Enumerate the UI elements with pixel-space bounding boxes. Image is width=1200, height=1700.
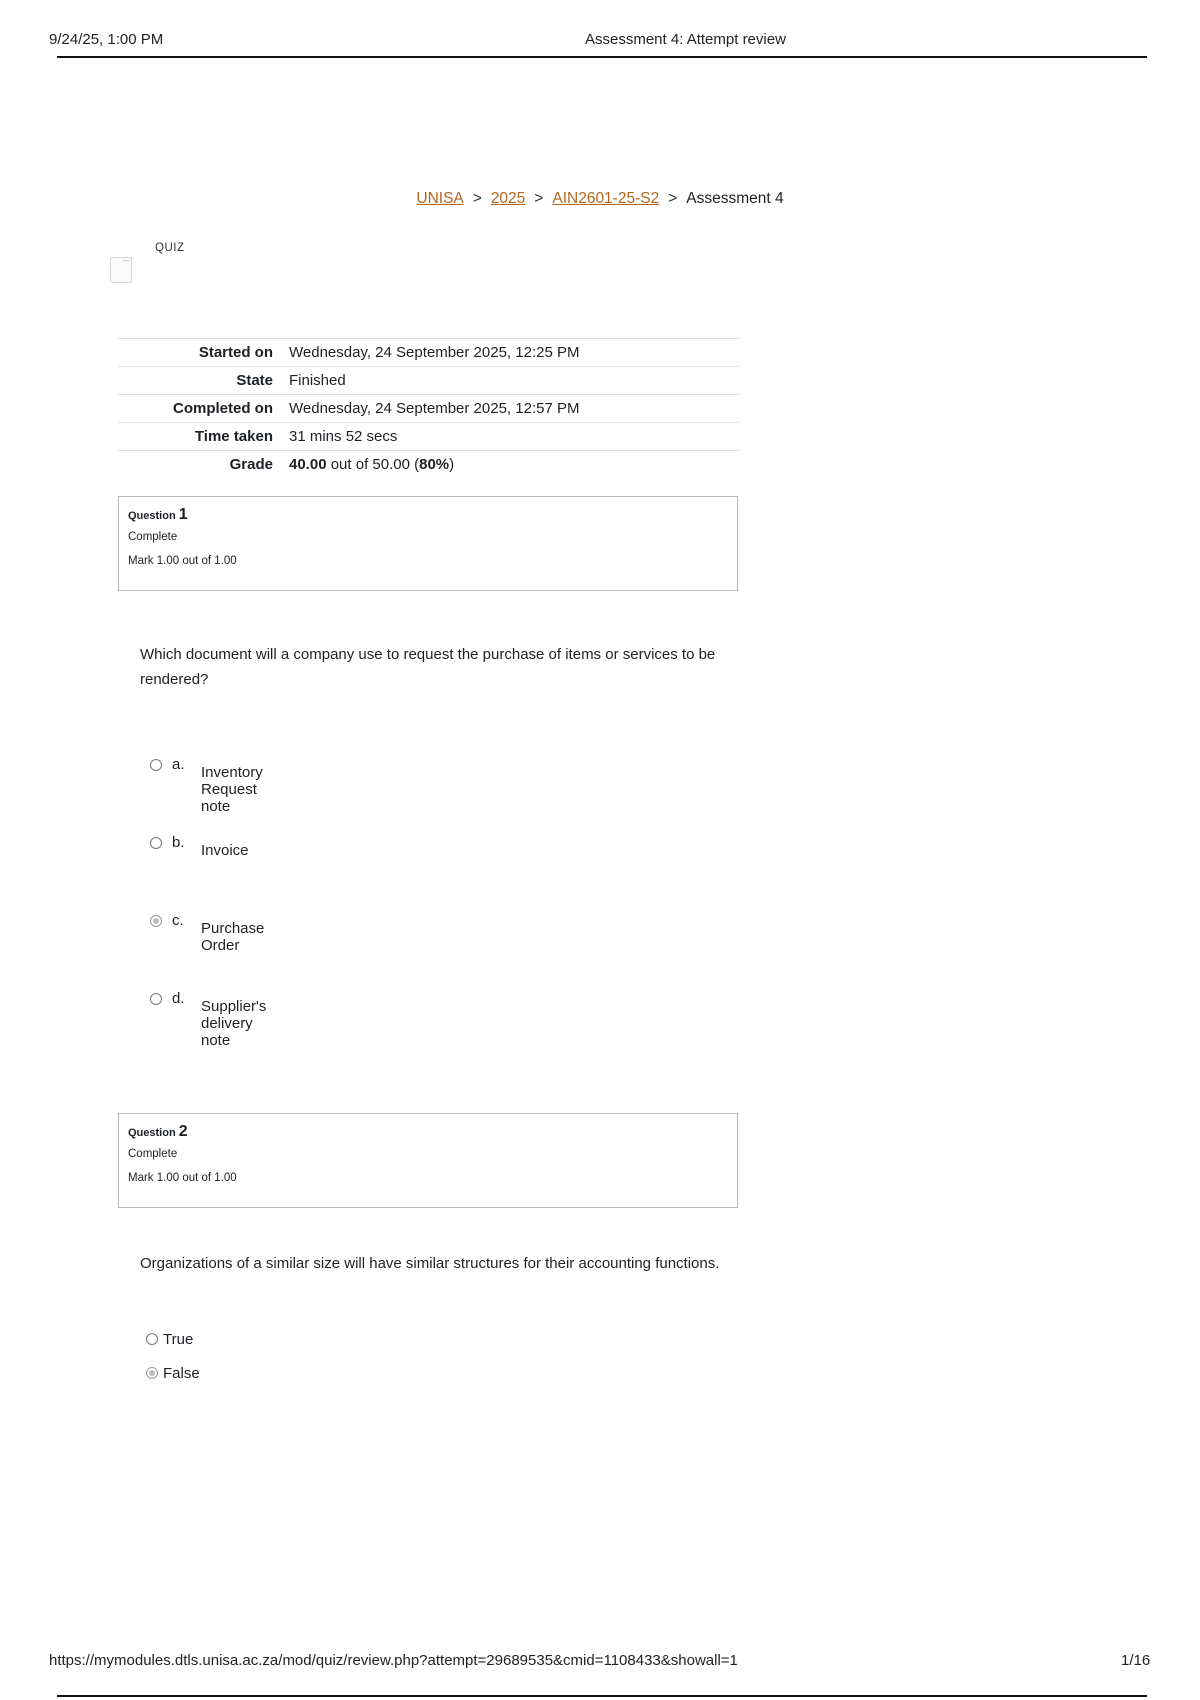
summary-row: [118, 339, 740, 367]
summary-label: Started on: [118, 339, 289, 367]
print-page-title: Assessment 4: Attempt review: [585, 31, 786, 48]
summary-label: State: [118, 367, 289, 395]
question-1-text: Which document will a company use to request the purchase of items or services to be rendered?: [140, 646, 716, 688]
attempt-summary-table: [118, 338, 740, 478]
question-number-value: 2: [178, 1123, 188, 1140]
question-1-info: [118, 496, 738, 591]
question-label: Question: [128, 510, 176, 522]
summary-row: [118, 423, 740, 451]
question-state: Complete: [128, 531, 178, 543]
question-state: Complete: [128, 1148, 178, 1160]
grade-close-paren: ): [449, 456, 455, 473]
summary-value: 31 mins 52 secs: [289, 423, 740, 451]
answer-letter: d.: [172, 990, 185, 1007]
answer-text: False: [163, 1365, 200, 1382]
question-number: [128, 1123, 728, 1141]
question-mark: Mark 1.00 out of 1.00: [128, 555, 237, 567]
summary-row-grade: [118, 451, 740, 479]
summary-label: Time taken: [118, 423, 289, 451]
print-datetime: 9/24/25, 1:00 PM: [49, 31, 164, 48]
radio-button[interactable]: [150, 993, 162, 1005]
summary-row: [118, 395, 740, 423]
radio-button[interactable]: [150, 837, 162, 849]
answer-letter: b.: [172, 834, 185, 851]
answer-text: Supplier's delivery note: [201, 998, 267, 1049]
question-label: Question: [128, 1127, 176, 1139]
summary-value: Wednesday, 24 September 2025, 12:25 PM: [289, 339, 740, 367]
chevron-right-icon: >: [534, 190, 544, 207]
question-number-value: 1: [178, 506, 188, 523]
summary-value: Wednesday, 24 September 2025, 12:57 PM: [289, 395, 740, 423]
summary-label: Completed on: [118, 395, 289, 423]
question-2-info: [118, 1113, 738, 1208]
footer-rule: [57, 1695, 1147, 1697]
summary-row: [118, 367, 740, 395]
summary-value: Finished: [289, 367, 740, 395]
print-page-number: 1/16: [1121, 1652, 1151, 1669]
question-2-text: Organizations of a similar size will have similar structures for their accounting functions.: [140, 1255, 720, 1272]
grade-percent: 80%: [419, 456, 450, 473]
radio-button[interactable]: [150, 759, 162, 771]
chevron-right-icon: >: [472, 190, 482, 207]
radio-button-selected[interactable]: [150, 915, 162, 927]
radio-button[interactable]: [146, 1333, 158, 1345]
header-rule: [57, 56, 1147, 58]
answer-text: Invoice: [201, 842, 249, 859]
breadcrumb-link-year[interactable]: 2025: [490, 190, 526, 207]
question-mark: Mark 1.00 out of 1.00: [128, 1172, 237, 1184]
grade-out-of: out of 50.00 (: [326, 456, 420, 473]
answer-text: Purchase Order: [201, 920, 265, 954]
answer-letter: c.: [172, 912, 184, 929]
breadcrumb-current: Assessment 4: [686, 190, 784, 207]
breadcrumb-link-unisa[interactable]: UNISA: [416, 190, 464, 207]
answer-letter: a.: [172, 756, 185, 773]
answer-text: Inventory Request note: [201, 764, 263, 815]
radio-button-selected[interactable]: [146, 1367, 158, 1379]
breadcrumb: [0, 190, 1200, 208]
chevron-right-icon: >: [668, 190, 678, 207]
grade-score: 40.00: [289, 456, 327, 473]
print-url: https://mymodules.dtls.unisa.ac.za/mod/quiz/review.php?attempt=29689535&cmid=1108433&showall=1: [49, 1652, 738, 1669]
summary-label: Grade: [118, 451, 289, 479]
activity-type-label: QUIZ: [155, 242, 185, 254]
quiz-icon: [110, 257, 132, 283]
grade-value: [289, 451, 740, 479]
breadcrumb-link-module[interactable]: AIN2601-25-S2: [552, 190, 660, 207]
answer-text: True: [163, 1331, 194, 1348]
question-number: [128, 506, 728, 524]
